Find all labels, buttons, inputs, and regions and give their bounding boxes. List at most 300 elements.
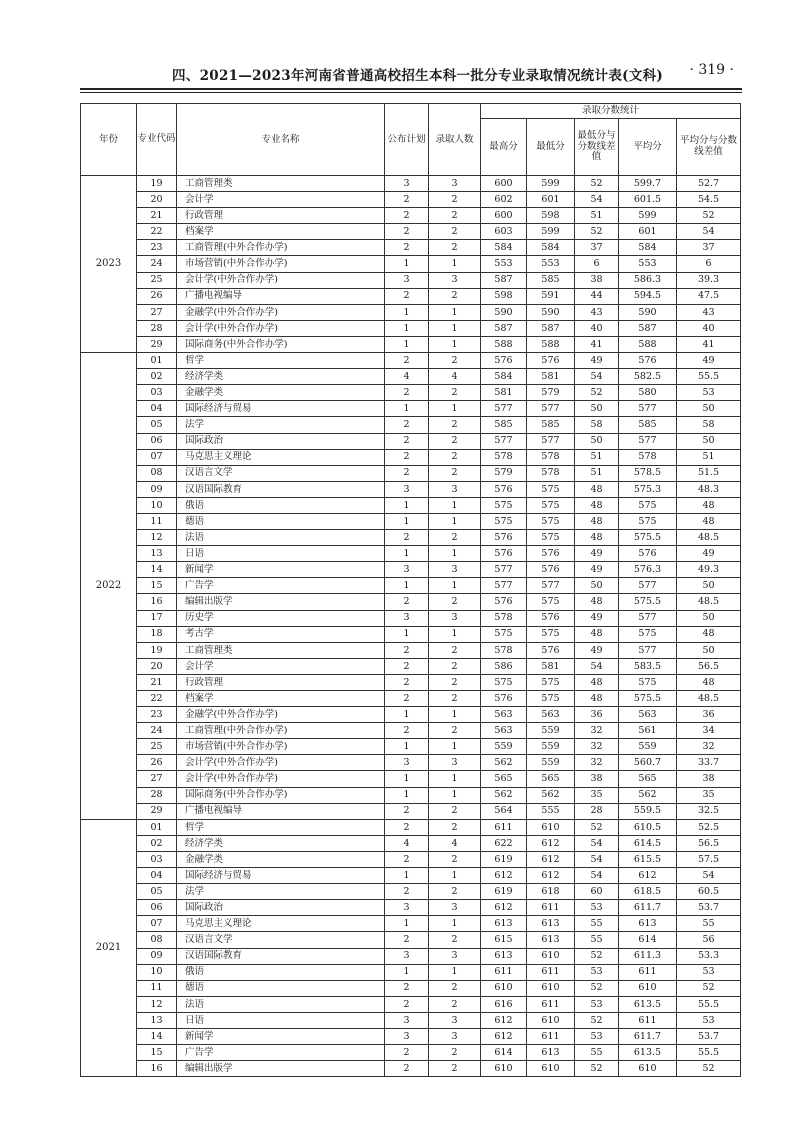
avg-diff-cell: 58 (677, 417, 741, 433)
min-cell: 559 (527, 755, 575, 771)
avg-cell: 613 (619, 916, 677, 932)
avg-diff-cell: 48.3 (677, 481, 741, 497)
avg-diff-cell: 56 (677, 932, 741, 948)
avg-diff-cell: 6 (677, 256, 741, 272)
plan-cell: 2 (385, 980, 429, 996)
table-row (81, 948, 741, 964)
plan-cell: 1 (385, 336, 429, 352)
plan-cell: 2 (385, 594, 429, 610)
plan-cell: 1 (385, 739, 429, 755)
name-cell: 国际商务(中外合作办学) (177, 336, 385, 352)
avg-cell: 588 (619, 336, 677, 352)
avg-diff-cell: 54 (677, 224, 741, 240)
avg-diff-cell: 56.5 (677, 835, 741, 851)
avg-diff-cell: 55.5 (677, 369, 741, 385)
min-diff-cell: 55 (575, 932, 619, 948)
name-cell: 国际商务(中外合作办学) (177, 787, 385, 803)
avg-diff-cell: 47.5 (677, 288, 741, 304)
avg-diff-cell: 55.5 (677, 1045, 741, 1061)
header-rule-thick (80, 88, 742, 90)
plan-cell: 3 (385, 562, 429, 578)
avg-diff-cell: 37 (677, 240, 741, 256)
min-cell: 584 (527, 240, 575, 256)
min-cell: 575 (527, 674, 575, 690)
plan-cell: 3 (385, 1028, 429, 1044)
name-cell: 法语 (177, 996, 385, 1012)
avg-diff-cell: 53 (677, 964, 741, 980)
avg-diff-cell: 39.3 (677, 272, 741, 288)
table-row (81, 417, 741, 433)
plan-cell: 1 (385, 256, 429, 272)
table-row (81, 481, 741, 497)
name-cell: 哲学 (177, 353, 385, 369)
plan-cell: 3 (385, 610, 429, 626)
admitted-cell: 3 (429, 272, 481, 288)
table-row (81, 513, 741, 529)
min-cell: 565 (527, 771, 575, 787)
name-cell: 德语 (177, 513, 385, 529)
max-cell: 575 (481, 513, 527, 529)
avg-diff-cell: 57.5 (677, 851, 741, 867)
page-number: · 319 · (689, 62, 734, 78)
avg-cell: 576 (619, 546, 677, 562)
min-diff-cell: 32 (575, 723, 619, 739)
header-avg: 平均分 (619, 119, 677, 176)
min-diff-cell: 48 (575, 481, 619, 497)
plan-cell: 1 (385, 771, 429, 787)
table-row (81, 884, 741, 900)
max-cell: 598 (481, 288, 527, 304)
avg-cell: 583.5 (619, 658, 677, 674)
min-diff-cell: 54 (575, 868, 619, 884)
avg-cell: 575.3 (619, 481, 677, 497)
avg-cell: 586.3 (619, 272, 677, 288)
table-row (81, 996, 741, 1012)
admitted-cell: 2 (429, 932, 481, 948)
avg-diff-cell: 41 (677, 336, 741, 352)
min-cell: 553 (527, 256, 575, 272)
header-rule-thin (80, 92, 742, 93)
table-body (81, 176, 741, 1077)
avg-cell: 563 (619, 707, 677, 723)
min-cell: 577 (527, 433, 575, 449)
max-cell: 563 (481, 723, 527, 739)
min-cell: 575 (527, 626, 575, 642)
year-cell: 2022 (81, 353, 137, 820)
code-cell: 07 (137, 916, 177, 932)
max-cell: 614 (481, 1045, 527, 1061)
admitted-cell: 1 (429, 868, 481, 884)
min-cell: 613 (527, 916, 575, 932)
min-cell: 576 (527, 562, 575, 578)
min-diff-cell: 38 (575, 771, 619, 787)
min-diff-cell: 55 (575, 1045, 619, 1061)
name-cell: 新闻学 (177, 562, 385, 578)
avg-cell: 614 (619, 932, 677, 948)
min-diff-cell: 38 (575, 272, 619, 288)
min-diff-cell: 32 (575, 755, 619, 771)
admitted-cell: 1 (429, 626, 481, 642)
min-diff-cell: 50 (575, 578, 619, 594)
table-row (81, 369, 741, 385)
max-cell: 611 (481, 964, 527, 980)
header-code: 专业代码 (137, 104, 177, 176)
header-min-diff: 最低分与分数线差值 (575, 119, 619, 176)
table-row (81, 819, 741, 835)
avg-diff-cell: 48 (677, 513, 741, 529)
min-cell: 610 (527, 1061, 575, 1077)
plan-cell: 2 (385, 417, 429, 433)
avg-diff-cell: 53.7 (677, 900, 741, 916)
avg-diff-cell: 54 (677, 868, 741, 884)
min-diff-cell: 48 (575, 674, 619, 690)
admitted-cell: 2 (429, 192, 481, 208)
avg-cell: 577 (619, 578, 677, 594)
avg-diff-cell: 50 (677, 578, 741, 594)
avg-cell: 610 (619, 980, 677, 996)
avg-diff-cell: 32 (677, 739, 741, 755)
avg-cell: 613.5 (619, 1045, 677, 1061)
code-cell: 29 (137, 336, 177, 352)
avg-cell: 590 (619, 304, 677, 320)
min-diff-cell: 48 (575, 626, 619, 642)
min-diff-cell: 49 (575, 353, 619, 369)
avg-cell: 580 (619, 385, 677, 401)
min-cell: 559 (527, 723, 575, 739)
table-row (81, 224, 741, 240)
avg-cell: 611 (619, 1012, 677, 1028)
min-diff-cell: 48 (575, 530, 619, 546)
admitted-cell: 2 (429, 996, 481, 1012)
min-diff-cell: 50 (575, 433, 619, 449)
max-cell: 576 (481, 481, 527, 497)
avg-diff-cell: 38 (677, 771, 741, 787)
avg-cell: 577 (619, 642, 677, 658)
name-cell: 广播电视编导 (177, 288, 385, 304)
admitted-cell: 1 (429, 739, 481, 755)
min-diff-cell: 40 (575, 320, 619, 336)
code-cell: 27 (137, 771, 177, 787)
max-cell: 577 (481, 578, 527, 594)
avg-cell: 576.3 (619, 562, 677, 578)
min-diff-cell: 53 (575, 1028, 619, 1044)
name-cell: 德语 (177, 980, 385, 996)
code-cell: 26 (137, 755, 177, 771)
max-cell: 586 (481, 658, 527, 674)
avg-cell: 562 (619, 787, 677, 803)
min-cell: 611 (527, 964, 575, 980)
table-row (81, 530, 741, 546)
min-diff-cell: 52 (575, 176, 619, 192)
max-cell: 576 (481, 530, 527, 546)
min-cell: 613 (527, 1045, 575, 1061)
avg-cell: 613.5 (619, 996, 677, 1012)
table-row (81, 916, 741, 932)
plan-cell: 1 (385, 707, 429, 723)
min-cell: 610 (527, 948, 575, 964)
header-plan: 公布计划 (385, 104, 429, 176)
avg-diff-cell: 48 (677, 497, 741, 513)
avg-diff-cell: 51 (677, 449, 741, 465)
min-cell: 581 (527, 369, 575, 385)
avg-diff-cell: 52.7 (677, 176, 741, 192)
plan-cell: 2 (385, 658, 429, 674)
code-cell: 17 (137, 610, 177, 626)
table-row (81, 787, 741, 803)
max-cell: 577 (481, 562, 527, 578)
name-cell: 金融学类 (177, 851, 385, 867)
admitted-cell: 2 (429, 884, 481, 900)
min-diff-cell: 52 (575, 819, 619, 835)
name-cell: 历史学 (177, 610, 385, 626)
min-cell: 577 (527, 578, 575, 594)
code-cell: 10 (137, 497, 177, 513)
max-cell: 562 (481, 787, 527, 803)
max-cell: 559 (481, 739, 527, 755)
max-cell: 588 (481, 336, 527, 352)
name-cell: 汉语国际教育 (177, 948, 385, 964)
admitted-cell: 1 (429, 513, 481, 529)
code-cell: 21 (137, 208, 177, 224)
avg-diff-cell: 49 (677, 353, 741, 369)
name-cell: 广播电视编导 (177, 803, 385, 819)
year-cell: 2023 (81, 176, 137, 353)
avg-cell: 594.5 (619, 288, 677, 304)
avg-diff-cell: 40 (677, 320, 741, 336)
table-row (81, 465, 741, 481)
avg-cell: 575.5 (619, 594, 677, 610)
name-cell: 工商管理(中外合作办学) (177, 240, 385, 256)
min-diff-cell: 53 (575, 900, 619, 916)
code-cell: 10 (137, 964, 177, 980)
min-cell: 585 (527, 417, 575, 433)
name-cell: 法学 (177, 417, 385, 433)
avg-cell: 599.7 (619, 176, 677, 192)
code-cell: 22 (137, 224, 177, 240)
avg-diff-cell: 43 (677, 304, 741, 320)
code-cell: 21 (137, 674, 177, 690)
avg-cell: 575 (619, 626, 677, 642)
code-cell: 18 (137, 626, 177, 642)
avg-diff-cell: 50 (677, 433, 741, 449)
table-row (81, 578, 741, 594)
min-cell: 578 (527, 465, 575, 481)
admitted-cell: 3 (429, 948, 481, 964)
plan-cell: 2 (385, 723, 429, 739)
code-cell: 12 (137, 996, 177, 1012)
plan-cell: 3 (385, 272, 429, 288)
admitted-cell: 2 (429, 288, 481, 304)
code-cell: 11 (137, 980, 177, 996)
table-row (81, 208, 741, 224)
avg-diff-cell: 48.5 (677, 594, 741, 610)
table-row (81, 1028, 741, 1044)
min-diff-cell: 32 (575, 739, 619, 755)
min-diff-cell: 51 (575, 208, 619, 224)
min-diff-cell: 58 (575, 417, 619, 433)
name-cell: 法学 (177, 884, 385, 900)
max-cell: 576 (481, 594, 527, 610)
min-cell: 576 (527, 642, 575, 658)
avg-cell: 559.5 (619, 803, 677, 819)
name-cell: 市场营销(中外合作办学) (177, 256, 385, 272)
plan-cell: 1 (385, 401, 429, 417)
min-cell: 611 (527, 1028, 575, 1044)
admitted-cell: 2 (429, 465, 481, 481)
min-diff-cell: 49 (575, 610, 619, 626)
name-cell: 市场营销(中外合作办学) (177, 739, 385, 755)
header-year: 年份 (81, 104, 137, 176)
plan-cell: 2 (385, 465, 429, 481)
header-avg-diff: 平均分与分数线差值 (677, 119, 741, 176)
code-cell: 08 (137, 465, 177, 481)
avg-cell: 561 (619, 723, 677, 739)
min-cell: 587 (527, 320, 575, 336)
avg-diff-cell: 50 (677, 401, 741, 417)
plan-cell: 1 (385, 626, 429, 642)
name-cell: 广告学 (177, 578, 385, 594)
plan-cell: 3 (385, 755, 429, 771)
table-row (81, 353, 741, 369)
min-diff-cell: 48 (575, 594, 619, 610)
header-stats-group: 录取分数统计 (481, 104, 741, 119)
max-cell: 575 (481, 626, 527, 642)
plan-cell: 4 (385, 835, 429, 851)
plan-cell: 2 (385, 691, 429, 707)
admitted-cell: 2 (429, 642, 481, 658)
name-cell: 哲学 (177, 819, 385, 835)
year-cell: 2021 (81, 819, 137, 1077)
name-cell: 国际经济与贸易 (177, 401, 385, 417)
min-diff-cell: 43 (575, 304, 619, 320)
name-cell: 行政管理 (177, 674, 385, 690)
table-row (81, 610, 741, 626)
min-diff-cell: 54 (575, 192, 619, 208)
admitted-cell: 3 (429, 610, 481, 626)
min-cell: 599 (527, 176, 575, 192)
name-cell: 马克思主义理论 (177, 916, 385, 932)
min-cell: 590 (527, 304, 575, 320)
admitted-cell: 2 (429, 1061, 481, 1077)
name-cell: 俄语 (177, 497, 385, 513)
code-cell: 01 (137, 353, 177, 369)
name-cell: 马克思主义理论 (177, 449, 385, 465)
avg-diff-cell: 54.5 (677, 192, 741, 208)
admitted-cell: 2 (429, 433, 481, 449)
avg-cell: 599 (619, 208, 677, 224)
name-cell: 汉语言文学 (177, 465, 385, 481)
plan-cell: 2 (385, 224, 429, 240)
plan-cell: 2 (385, 932, 429, 948)
header-max: 最高分 (481, 119, 527, 176)
name-cell: 俄语 (177, 964, 385, 980)
admitted-cell: 2 (429, 803, 481, 819)
max-cell: 612 (481, 868, 527, 884)
avg-cell: 575 (619, 674, 677, 690)
avg-cell: 575 (619, 497, 677, 513)
avg-diff-cell: 53 (677, 385, 741, 401)
name-cell: 编辑出版学 (177, 594, 385, 610)
avg-diff-cell: 50 (677, 610, 741, 626)
table-row (81, 594, 741, 610)
avg-cell: 582.5 (619, 369, 677, 385)
avg-diff-cell: 35 (677, 787, 741, 803)
code-cell: 02 (137, 835, 177, 851)
code-cell: 15 (137, 578, 177, 594)
admitted-cell: 1 (429, 916, 481, 932)
code-cell: 20 (137, 658, 177, 674)
min-cell: 585 (527, 272, 575, 288)
max-cell: 575 (481, 674, 527, 690)
max-cell: 578 (481, 449, 527, 465)
avg-diff-cell: 52 (677, 208, 741, 224)
code-cell: 02 (137, 369, 177, 385)
admitted-cell: 1 (429, 336, 481, 352)
avg-diff-cell: 55.5 (677, 996, 741, 1012)
avg-cell: 611.7 (619, 900, 677, 916)
code-cell: 27 (137, 304, 177, 320)
admitted-cell: 3 (429, 1028, 481, 1044)
table-row (81, 433, 741, 449)
avg-diff-cell: 32.5 (677, 803, 741, 819)
code-cell: 14 (137, 562, 177, 578)
max-cell: 590 (481, 304, 527, 320)
avg-cell: 610 (619, 1061, 677, 1077)
admitted-cell: 2 (429, 1045, 481, 1061)
min-diff-cell: 48 (575, 691, 619, 707)
avg-cell: 587 (619, 320, 677, 336)
max-cell: 611 (481, 819, 527, 835)
plan-cell: 1 (385, 513, 429, 529)
min-diff-cell: 28 (575, 803, 619, 819)
plan-cell: 2 (385, 851, 429, 867)
name-cell: 国际政治 (177, 900, 385, 916)
code-cell: 11 (137, 513, 177, 529)
avg-diff-cell: 36 (677, 707, 741, 723)
avg-cell: 575.5 (619, 530, 677, 546)
plan-cell: 1 (385, 787, 429, 803)
table-row (81, 755, 741, 771)
min-diff-cell: 54 (575, 658, 619, 674)
avg-diff-cell: 48 (677, 674, 741, 690)
code-cell: 28 (137, 320, 177, 336)
admitted-cell: 2 (429, 594, 481, 610)
code-cell: 24 (137, 723, 177, 739)
avg-diff-cell: 51.5 (677, 465, 741, 481)
max-cell: 613 (481, 916, 527, 932)
min-cell: 576 (527, 353, 575, 369)
admitted-cell: 2 (429, 674, 481, 690)
header-min: 最低分 (527, 119, 575, 176)
avg-cell: 601.5 (619, 192, 677, 208)
table-row (81, 336, 741, 352)
min-cell: 601 (527, 192, 575, 208)
avg-diff-cell: 60.5 (677, 884, 741, 900)
code-cell: 19 (137, 642, 177, 658)
max-cell: 612 (481, 900, 527, 916)
avg-diff-cell: 49.3 (677, 562, 741, 578)
min-diff-cell: 37 (575, 240, 619, 256)
code-cell: 06 (137, 433, 177, 449)
plan-cell: 2 (385, 1045, 429, 1061)
avg-cell: 611.7 (619, 1028, 677, 1044)
max-cell: 564 (481, 803, 527, 819)
avg-diff-cell: 48 (677, 626, 741, 642)
table-row (81, 964, 741, 980)
max-cell: 579 (481, 465, 527, 481)
table-row (81, 288, 741, 304)
code-cell: 13 (137, 546, 177, 562)
